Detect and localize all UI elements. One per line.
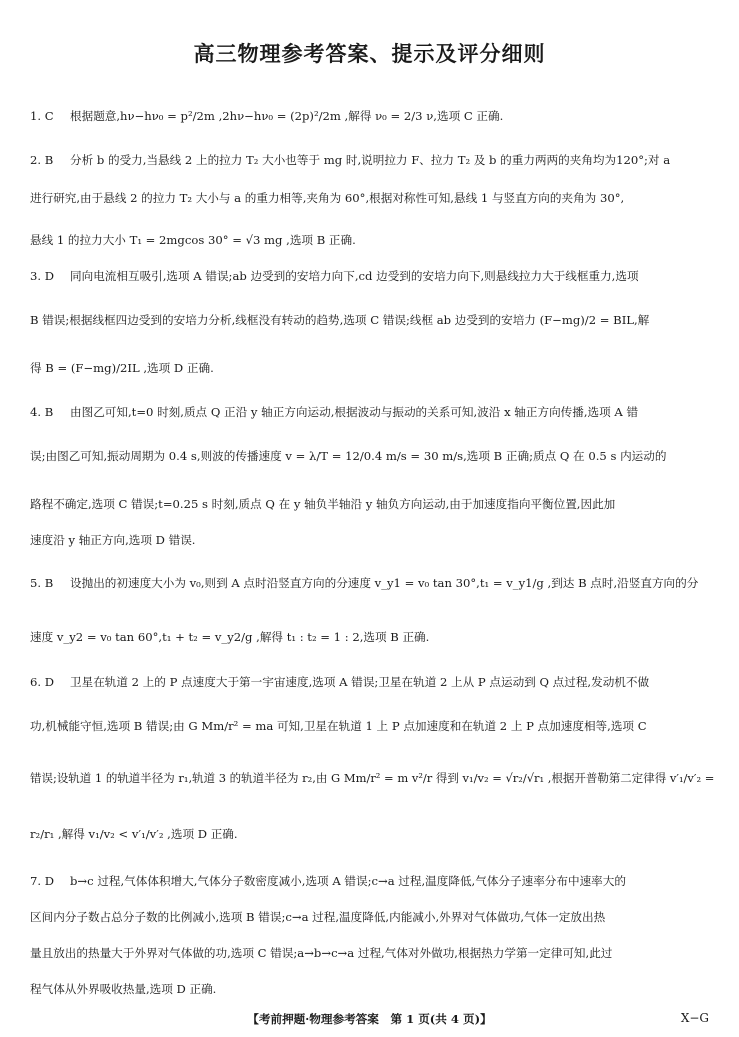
answer-text: 同向电流相互吸引,选项 A 错误;ab 边受到的安培力向下,cd 边受到的安培力向下,则悬线拉力大于线框重力,选项 (70, 269, 639, 283)
page-footer: 【考前押题·物理参考答案 第 1 页(共 4 页)】 (247, 1012, 492, 1026)
answer-text: 进行研究,由于悬线 2 的拉力 T₂ 大小与 a 的重力相等,夹角为 60°,根据对称性可知,悬线 1 与竖直方向的夹角为 30°, (30, 191, 625, 205)
answer-text: 速度 v_y2 = v₀ tan 60°,t₁ + t₂ = v_y2/g ,解得 t₁ : t₂ = 1 : 2,选项 B 正确. (30, 630, 430, 644)
answer-text: 根据题意,hν−hν₀ = p²/2m ,2hν−hν₀ = (2p)²/2m ,解得 ν₀ = 2/3 ν,选项 C 正确. (70, 109, 504, 123)
answer-text: 速度沿 y 轴正方向,选项 D 错误. (30, 533, 196, 547)
answer-text: 错误;设轨道 1 的轨道半径为 r₁,轨道 3 的轨道半径为 r₂,由 G Mm/r² = m v²/r 得到 v₁/v₂ = √r₂/√r₁ ,根据开普勒第二定律得 v′₁/v′₂ = (30, 771, 715, 785)
answer-text: 路程不确定,选项 C 错误;t=0.25 s 时刻,质点 Q 在 y 轴负半轴沿 y 轴负方向运动,由于加速度指向平衡位置,因此加 (30, 497, 616, 511)
page-code: X−G (680, 1011, 709, 1025)
answer-text: 设抛出的初速度大小为 v₀,则到 A 点时沿竖直方向的分速度 v_y1 = v₀ tan 30°,t₁ = v_y1/g ,到达 B 点时,沿竖直方向的分 (70, 576, 699, 590)
answer-text: r₂/r₁ ,解得 v₁/v₂ < v′₁/v′₂ ,选项 D 正确. (30, 827, 238, 841)
page-title: 高三物理参考答案、提示及评分细则 (193, 41, 546, 66)
answer-text: 悬线 1 的拉力大小 T₁ = 2mgcos 30° = √3 mg ,选项 B 正确. (30, 233, 356, 247)
answer-text: 量且放出的热量大于外界对气体做的功,选项 C 错误;a→b→c→a 过程,气体对外做功,根据热力学第一定律可知,此过 (30, 946, 613, 960)
answer-text: 误;由图乙可知,振动周期为 0.4 s,则波的传播速度 v = λ/T = 12/0.4 m/s = 30 m/s,选项 B 正确;质点 Q 在 0.5 s 内运动的 (30, 449, 667, 463)
answer-number: 6. D (30, 675, 55, 689)
answer-text: 程气体从外界吸收热量,选项 D 正确. (30, 982, 217, 996)
answer-text: 由图乙可知,t=0 时刻,质点 Q 正沿 y 轴正方向运动,根据波动与振动的关系可知,波沿 x 轴正方向传播,选项 A 错 (70, 405, 639, 419)
answer-text: b→c 过程,气体体积增大,气体分子数密度减小,选项 A 错误;c→a 过程,温度降低,气体分子速率分布中速率大的 (70, 874, 626, 888)
answer-number: 3. D (30, 269, 55, 283)
answer-number: 2. B (30, 153, 54, 167)
answer-text: B 错误;根据线框四边受到的安培力分析,线框没有转动的趋势,选项 C 错误;线框 ab 边受到的安培力 (F−mg)/2 = BIL,解 (30, 313, 650, 327)
answer-number: 7. D (30, 874, 55, 888)
answer-text: 功,机械能守恒,选项 B 错误;由 G Mm/r² = ma 可知,卫星在轨道 1 上 P 点加速度和在轨道 2 上 P 点加速度相等,选项 C (30, 719, 647, 733)
answer-number: 1. C (30, 109, 54, 123)
answer-number: 5. B (30, 576, 54, 590)
answer-text: 得 B = (F−mg)/2IL ,选项 D 正确. (30, 361, 214, 375)
answer-text: 区间内分子数占总分子数的比例减小,选项 B 错误;c→a 过程,温度降低,内能减小,外界对气体做功,气体一定放出热 (30, 910, 606, 924)
answer-number: 4. B (30, 405, 54, 419)
answer-text: 卫星在轨道 2 上的 P 点速度大于第一宇宙速度,选项 A 错误;卫星在轨道 2 上从 P 点运动到 Q 点过程,发动机不做 (70, 675, 650, 689)
answer-text: 分析 b 的受力,当悬线 2 上的拉力 T₂ 大小也等于 mg 时,说明拉力 F、拉力 T₂ 及 b 的重力两两的夹角均为120°;对 a (70, 153, 671, 167)
